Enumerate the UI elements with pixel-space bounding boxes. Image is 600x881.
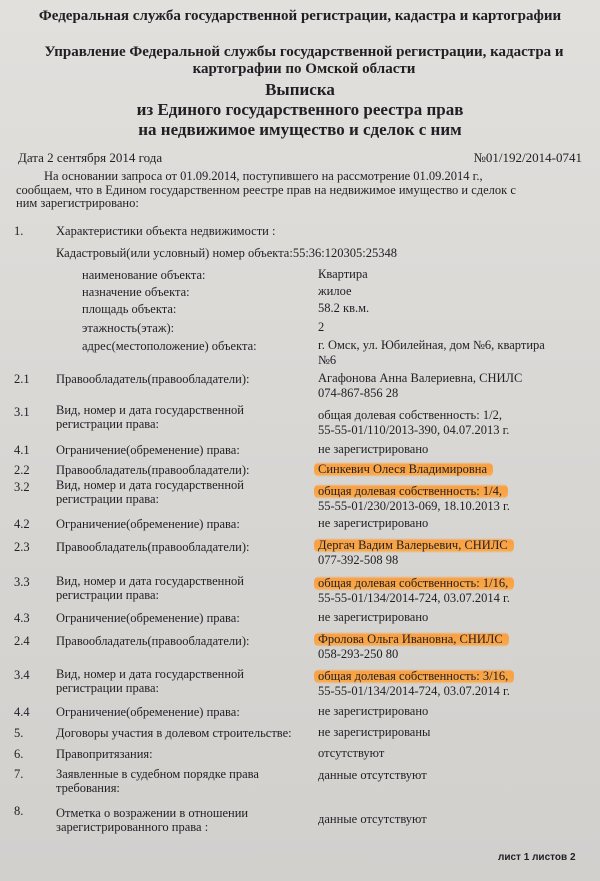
section-number: 1. [14,224,24,238]
right-label-line1: Вид, номер и дата государственной [56,574,244,588]
item-value: не зарегистрированы [318,725,431,739]
right-share-highlight: общая долевая собственность: 1/16, [314,576,514,591]
right-number: 3.1 [14,405,30,419]
right-value [318,484,510,514]
owner-number: 2.1 [14,372,30,386]
object-address-value [318,338,545,368]
right-label-line1: Вид, номер и дата государственной [56,478,244,492]
item-label: Договоры участия в долевом строительстве: [56,726,292,740]
item-value: данные отсутствуют [318,812,427,826]
right-share [318,576,514,591]
item-label: Правопритязания: [56,747,153,761]
owner-number: 2.2 [14,463,30,477]
intro-paragraph [16,170,586,211]
encumbrance-number: 4.3 [14,611,30,625]
owner-value [318,371,522,401]
office-header-line2: картографии по Омской области [192,61,416,77]
right-label [56,667,244,695]
owner-value [318,462,493,477]
owner-name [318,538,514,553]
right-value [318,576,514,606]
right-label [56,574,244,602]
owner-name: Агафонова Анна Валериевна, СНИЛС [318,371,523,385]
object-address-label: адрес(местоположение) объекта: [82,339,257,353]
item-value: отсутствуют [318,746,385,760]
document-title [0,80,600,140]
item-label-line1: Отметка о возражении в отношении [56,806,249,820]
owner-label: Правообладатель(правообладатели): [56,634,250,648]
intro-line2: сообщаем, что в Едином государственном реестре прав на недвижимое имущество и сделок с [16,182,516,197]
item-label-line2: зарегистрированного права : [56,820,209,834]
right-share: общая долевая собственность: 1/2, [318,408,502,422]
owner-snils: 077-392-508 98 [318,553,399,567]
object-name-value: Квартира [318,267,368,281]
agency-header: Федеральная служба государственной регистрации, кадастра и картографии [38,8,562,24]
right-number: 3.2 [14,480,30,494]
right-share [318,669,514,684]
item-number: 6. [14,747,24,761]
object-heading: Характеристики объекта недвижимости : [56,224,276,238]
encumbrance-number: 4.1 [14,443,30,457]
owner-name [318,632,509,647]
title: Выписка [265,80,335,99]
item-value: данные отсутствуют [318,768,427,782]
item-label [56,767,259,795]
object-address-line2: №6 [318,353,337,367]
right-registration: 55-55-01/110/2013-390, 04.07.2013 г. [318,423,510,437]
owner-name-highlight: Фролова Ольга Ивановна, СНИЛС [314,632,509,647]
intro-line1: На основании запроса от 01.09.2014, поступившего на рассмотрение 01.09.2014 г., [44,169,483,183]
owner-label: Правообладатель(правообладатели): [56,463,250,477]
right-share-highlight: общая долевая собственность: 3/16, [314,669,514,684]
right-registration: 55-55-01/134/2014-724, 03.07.2014 г. [318,591,510,605]
owner-name [318,462,493,477]
item-number: 8. [14,804,24,818]
encumbrance-label: Ограничение(обременение) права: [56,443,240,457]
object-floor-value: 2 [318,320,325,334]
encumbrance-value: не зарегистрировано [318,516,429,530]
right-number: 3.3 [14,575,30,589]
subtitle-line2: на недвижимое имущество и сделок с ним [138,120,462,139]
right-label-line2: регистрации права: [56,417,160,431]
encumbrance-number: 4.4 [14,705,30,719]
object-area-value: 58.2 кв.м. [318,301,370,315]
subtitle-line1: из Единого государственного реестра прав [136,100,464,119]
object-floor-label: этажность(этаж): [82,321,175,335]
owner-snils: 058-293-250 80 [318,647,399,661]
right-registration: 55-55-01/230/2013-069, 18.10.2013 г. [318,499,510,513]
encumbrance-value: не зарегистрировано [318,610,429,624]
encumbrance-number: 4.2 [14,517,30,531]
owner-number: 2.4 [14,634,30,648]
document-number: №01/192/2014-0741 [473,150,582,165]
office-header [14,44,594,78]
item-label-line2: требования: [56,781,120,795]
owner-value [318,538,514,568]
right-label [56,478,244,506]
item-label-line1: Заявленные в судебном порядке права [56,767,259,781]
right-label-line1: Вид, номер и дата государственной [56,667,244,681]
owner-number: 2.3 [14,540,30,554]
document-date: Дата 2 сентября 2014 года [18,150,163,165]
intro-line3: ним зарегистрировано: [16,196,139,210]
object-area-label: площадь объекта: [82,302,177,316]
object-purpose-label: назначение объекта: [82,285,190,299]
encumbrance-label: Ограничение(обременение) права: [56,705,240,719]
owner-value [318,632,509,662]
owner-name-highlight: Дергач Вадим Валерьевич, СНИЛС [314,538,514,553]
encumbrance-value: не зарегистрировано [318,442,429,456]
object-purpose-value: жилое [318,284,352,298]
item-number: 5. [14,726,24,740]
owner-label: Правообладатель(правообладатели): [56,540,250,554]
page-counter: лист 1 листов 2 [498,852,576,863]
right-number: 3.4 [14,668,30,682]
right-registration: 55-55-01/134/2014-724, 03.07.2014 г. [318,684,510,698]
item-label [56,806,248,834]
object-name-label: наименование объекта: [82,268,206,282]
owner-name-highlight: Синкевич Олеся Владимировна [314,462,493,477]
owner-snils: 074-867-856 28 [318,386,399,400]
right-share [318,484,510,499]
right-label-line2: регистрации права: [56,588,160,602]
encumbrance-value: не зарегистрировано [318,704,429,718]
right-label [56,403,244,431]
right-share-highlight: общая долевая собственность: 1/4, [314,484,508,499]
encumbrance-label: Ограничение(обременение) права: [56,611,240,625]
right-label-line2: регистрации права: [56,492,160,506]
right-value [318,669,514,699]
object-address-line1: г. Омск, ул. Юбилейная, дом №6, квартира [318,338,545,352]
cadastral-number: Кадастровый(или условный) номер объекта:55:36:120305:25348 [56,246,397,260]
right-value [318,408,509,438]
right-label-line1: Вид, номер и дата государственной [56,403,244,417]
item-number: 7. [14,767,24,781]
office-header-line1: Управление Федеральной службы государственной регистрации, кадастра и [44,44,564,60]
encumbrance-label: Ограничение(обременение) права: [56,517,240,531]
right-label-line2: регистрации права: [56,681,160,695]
owner-label: Правообладатель(правообладатели): [56,372,250,386]
